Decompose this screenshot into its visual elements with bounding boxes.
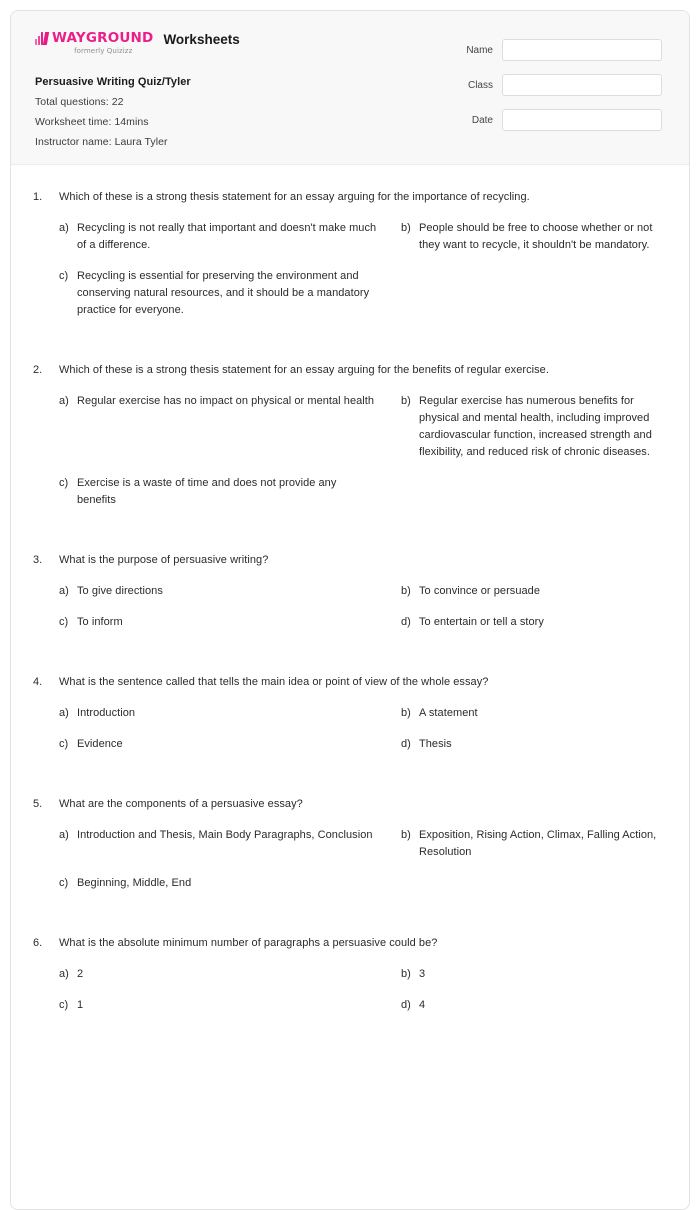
question-heading	[33, 935, 667, 951]
option-text: Regular exercise has numerous benefits for physical and mental health, including improved cardiovascular function, increased strength and flexibility, and reduced risk of chronic diseases.	[419, 395, 652, 458]
option-letter: c)	[59, 477, 69, 489]
option-letter: b)	[401, 585, 411, 597]
option-item[interactable]	[401, 705, 667, 722]
question-spacer	[33, 913, 667, 935]
option-text: A statement	[419, 707, 478, 719]
option-text: 3	[419, 968, 426, 980]
option-item[interactable]	[59, 736, 389, 753]
question-heading	[33, 674, 667, 690]
option-letter: c)	[59, 616, 69, 628]
question-heading	[33, 362, 667, 378]
class-field-row	[459, 74, 662, 96]
class-input[interactable]	[502, 74, 662, 96]
date-field-label: Date	[471, 114, 493, 126]
question-heading	[33, 552, 667, 568]
option-item[interactable]	[59, 220, 389, 254]
name-input[interactable]	[502, 39, 662, 61]
option-text: To inform	[77, 616, 123, 628]
option-item[interactable]	[59, 614, 389, 631]
option-item[interactable]	[59, 705, 389, 722]
questions-list	[11, 165, 689, 1065]
option-text: Recycling is not really that important and doesn't make much of a difference.	[77, 222, 377, 251]
option-letter: c)	[59, 999, 69, 1011]
question-number: 5.	[33, 798, 43, 810]
option-text: Evidence	[77, 738, 123, 750]
worksheet-time-meta: Worksheet time: 14mins	[35, 116, 149, 128]
option-letter: b)	[401, 829, 411, 841]
option-item[interactable]	[59, 875, 389, 892]
option-item[interactable]	[59, 827, 389, 861]
option-letter: c)	[59, 738, 69, 750]
option-item[interactable]	[401, 997, 667, 1014]
date-field-row	[459, 109, 662, 131]
option-text: 1	[77, 999, 84, 1011]
option-letter: c)	[59, 270, 69, 282]
option-item[interactable]	[401, 614, 667, 631]
option-item[interactable]	[59, 393, 389, 461]
option-item[interactable]	[401, 827, 667, 861]
options-grid	[33, 393, 667, 523]
option-item[interactable]	[401, 220, 667, 254]
worksheet-header	[11, 11, 689, 165]
question-text: What is the purpose of persuasive writing?	[59, 554, 269, 566]
logo-wordmark: WAYGROUND	[52, 30, 154, 46]
option-item[interactable]	[401, 736, 667, 753]
option-text: Introduction	[77, 707, 136, 719]
option-item[interactable]	[59, 966, 389, 983]
question-item	[33, 189, 667, 333]
wayground-bars-icon	[35, 32, 48, 45]
option-text: 4	[419, 999, 426, 1011]
name-field-row	[459, 39, 662, 61]
option-item[interactable]	[401, 966, 667, 983]
question-item	[33, 674, 667, 767]
option-item[interactable]	[59, 583, 389, 600]
brand-row	[35, 31, 240, 55]
option-text: Beginning, Middle, End	[77, 877, 192, 889]
question-item	[33, 935, 667, 1028]
logo-subtitle: formerly Quizizz	[74, 47, 133, 55]
options-grid	[33, 583, 667, 645]
option-text: Recycling is essential for preserving the environment and conserving natural resources, and it should be a mandatory practice for everyone.	[77, 270, 370, 316]
option-text: To convince or persuade	[419, 585, 541, 597]
option-letter: d)	[401, 999, 411, 1011]
option-letter: a)	[59, 707, 69, 719]
question-item	[33, 362, 667, 523]
question-heading	[33, 189, 667, 205]
option-letter: a)	[59, 968, 69, 980]
page-title: Persuasive Writing Quiz/Tyler	[35, 76, 191, 88]
option-letter: a)	[59, 222, 69, 234]
date-input[interactable]	[502, 109, 662, 131]
class-field-label: Class	[467, 79, 493, 91]
options-grid	[33, 827, 667, 906]
option-item[interactable]	[59, 475, 389, 509]
option-text: 2	[77, 968, 84, 980]
option-text: Introduction and Thesis, Main Body Paragraphs, Conclusion	[77, 829, 373, 841]
question-number: 6.	[33, 937, 43, 949]
name-field-label: Name	[466, 44, 493, 56]
logo-mark-row	[35, 31, 153, 45]
question-number: 2.	[33, 364, 43, 376]
question-number: 4.	[33, 676, 43, 688]
option-letter: b)	[401, 707, 411, 719]
options-grid	[33, 705, 667, 767]
option-letter: d)	[401, 616, 411, 628]
question-heading	[33, 796, 667, 812]
student-info-fields	[459, 29, 665, 131]
wayground-logo	[35, 31, 153, 55]
total-questions-meta: Total questions: 22	[35, 96, 124, 108]
option-letter: c)	[59, 877, 69, 889]
instructor-name-meta: Instructor name: Laura Tyler	[35, 136, 168, 148]
option-text: Exposition, Rising Action, Climax, Falling Action, Resolution	[419, 829, 657, 858]
option-letter: a)	[59, 829, 69, 841]
option-text: Regular exercise has no impact on physical or mental health	[77, 395, 375, 407]
option-item[interactable]	[59, 268, 389, 319]
question-item	[33, 796, 667, 906]
options-grid	[33, 220, 667, 333]
option-text: People should be free to choose whether or not they want to recycle, it shouldn't be mandatory.	[419, 222, 653, 251]
option-letter: d)	[401, 738, 411, 750]
option-letter: a)	[59, 585, 69, 597]
option-item[interactable]	[401, 393, 667, 461]
option-letter: b)	[401, 395, 411, 407]
question-number: 3.	[33, 554, 43, 566]
worksheet-page	[10, 10, 690, 1210]
question-number: 1.	[33, 191, 43, 203]
question-text: What is the absolute minimum number of paragraphs a persuasive could be?	[59, 937, 438, 949]
question-text: What is the sentence called that tells the main idea or point of view of the whole essay?	[59, 676, 489, 688]
option-item[interactable]	[59, 997, 389, 1014]
question-text: Which of these is a strong thesis statement for an essay arguing for the importance of recycling.	[59, 191, 530, 203]
option-letter: b)	[401, 222, 411, 234]
question-item	[33, 552, 667, 645]
question-spacer	[33, 774, 667, 796]
option-text: Exercise is a waste of time and does not provide any benefits	[77, 477, 337, 506]
option-text: To entertain or tell a story	[419, 616, 544, 628]
question-text: Which of these is a strong thesis statement for an essay arguing for the benefits of regular exercise.	[59, 364, 549, 376]
question-text: What are the components of a persuasive essay?	[59, 798, 303, 810]
header-left	[35, 29, 240, 148]
question-spacer	[33, 530, 667, 552]
option-text: Thesis	[419, 738, 452, 750]
option-letter: b)	[401, 968, 411, 980]
question-spacer	[33, 652, 667, 674]
question-spacer	[33, 340, 667, 362]
options-grid	[33, 966, 667, 1028]
option-letter: a)	[59, 395, 69, 407]
option-text: To give directions	[77, 585, 163, 597]
product-label: Worksheets	[163, 32, 240, 47]
option-item[interactable]	[401, 583, 667, 600]
